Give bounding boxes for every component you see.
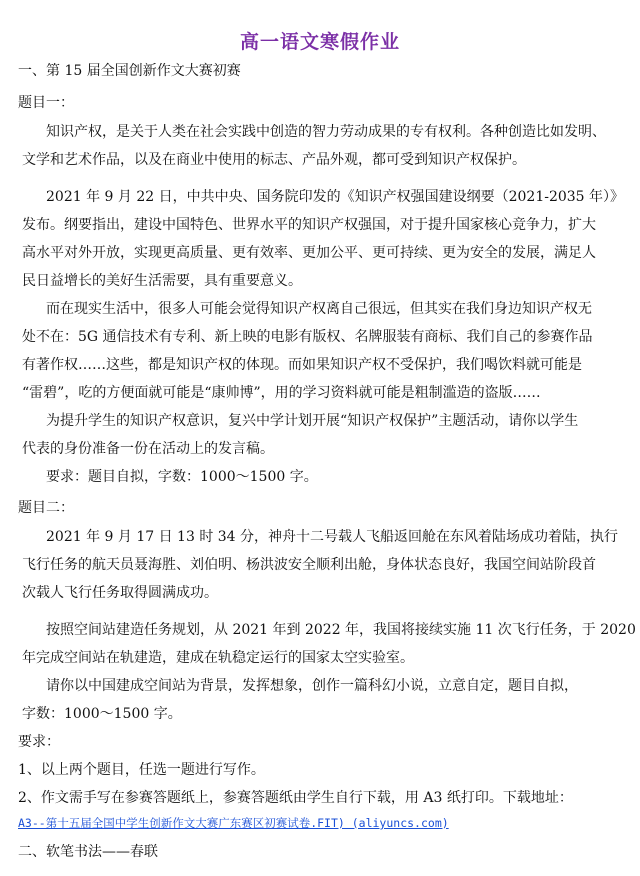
paragraph-line: 字数：1000～1500 字。 — [22, 706, 182, 722]
requirements-label: 要求： — [18, 734, 60, 750]
paragraph-line: 为提升学生的知识产权意识，复兴中学计划开展“知识产权保护”主题活动，请你以学生 — [46, 413, 579, 429]
paragraph-line: “雷碧”，吃的方便面就可能是“康帅博”，用的学习资料就可能是粗制滥造的盗版…… — [22, 385, 541, 401]
paragraph-line: 发布。纲要指出，建设中国特色、世界水平的知识产权强国，对于提升国家核心竞争力，扩大 — [22, 217, 596, 233]
paragraph-line: 按照空间站建造任务规划，从 2021 年到 2022 年，我国将接续实施 11 次飞行任务，于 2020 — [46, 622, 636, 638]
section2-heading: 二、软笔书法——春联 — [18, 844, 158, 860]
requirement-item-1: 1、以上两个题目，任选一题进行写作。 — [18, 762, 265, 778]
paragraph-line: 2021 年 9 月 22 日，中共中央、国务院印发的《知识产权强国建设纲要（2021-2035 年）》 — [46, 189, 625, 205]
paragraph-line: 而在现实生活中，很多人可能会觉得知识产权离自己很远，但其实在我们身边知识产权无 — [46, 301, 592, 317]
section1-heading: 一、第 15 届全国创新作文大赛初赛 — [18, 63, 241, 79]
paragraph-line: 次载人飞行任务取得圆满成功。 — [22, 585, 218, 601]
paragraph-line: 2021 年 9 月 17 日 13 时 34 分，神舟十二号载人飞船返回舱在东风着陆场成功着陆，执行 — [46, 529, 619, 545]
paragraph-line: 处不在：5G 通信技术有专利、新上映的电影有版权、名牌服装有商标、我们自己的参赛作品 — [22, 329, 593, 345]
paragraph-line: 飞行任务的航天员聂海胜、刘伯明、杨洪波安全顺利出舱，身体状态良好，我国空间站阶段首 — [22, 557, 596, 573]
topic1-requirement: 要求：题目自拟，字数：1000～1500 字。 — [46, 469, 318, 485]
requirement-item-2: 2、作文需手写在参赛答题纸上，参赛答题纸由学生自行下载，用 A3 纸打印。下载地址： — [18, 790, 573, 806]
paragraph-line: 知识产权，是关于人类在社会实践中创造的智力劳动成果的专有权利。各种创造比如发明、 — [46, 124, 606, 140]
paragraph-line: 代表的身份准备一份在活动上的发言稿。 — [22, 441, 274, 457]
topic2-label: 题目二： — [18, 500, 74, 516]
paragraph-line: 请你以中国建成空间站为背景，发挥想象，创作一篇科幻小说，立意自定，题目自拟， — [46, 678, 578, 694]
paragraph-line: 年完成空间站在轨建造，建成在轨稳定运行的国家太空实验室。 — [22, 650, 414, 666]
page-title: 高一语文寒假作业 — [239, 31, 400, 53]
download-link[interactable]: A3--第十五届全国中学生创新作文大赛广东赛区初赛试卷.FIT) (aliyuncs.com) — [18, 816, 449, 830]
paragraph-line: 民日益增长的美好生活需要，具有重要意义。 — [22, 273, 302, 289]
paragraph-line: 有著作权……这些，都是知识产权的体现。而如果知识产权不受保护，我们喝饮料就可能是 — [22, 357, 582, 373]
paragraph-line: 高水平对外开放，实现更高质量、更有效率、更加公平、更可持续、更为安全的发展，满足人 — [22, 245, 596, 261]
paragraph-line: 文学和艺术作品，以及在商业中使用的标志、产品外观，都可受到知识产权保护。 — [22, 152, 526, 168]
topic1-label: 题目一： — [18, 95, 74, 111]
